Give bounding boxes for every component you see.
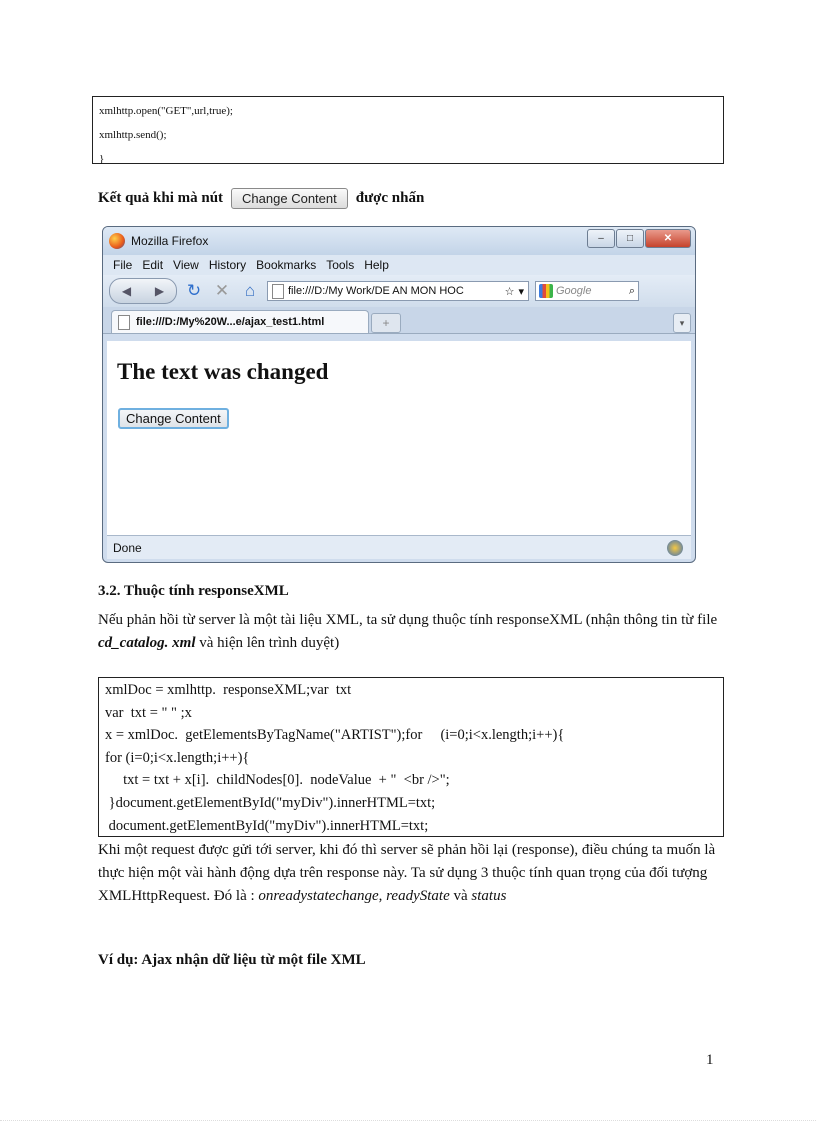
- code-line: }document.getElementById("myDiv").innerHTML=txt;: [105, 794, 436, 811]
- navigation-toolbar: [103, 275, 695, 307]
- term-readystate: readyState: [386, 888, 450, 904]
- code-line: x = xmlDoc. getElementsByTagName("ARTIST");for (i=0;i<x.length;i++){: [105, 727, 565, 744]
- code-block-1: [92, 96, 724, 164]
- page-heading: The text was changed: [117, 359, 329, 384]
- code-line: xmlhttp.send();: [99, 129, 167, 141]
- window-title: Mozilla Firefox: [131, 234, 209, 248]
- menu-file[interactable]: File: [113, 258, 133, 272]
- maximize-button[interactable]: □: [616, 229, 644, 248]
- page-bottom-divider: [0, 1120, 816, 1121]
- search-box[interactable]: [535, 281, 639, 301]
- google-icon: [539, 284, 553, 298]
- code-line: txt = txt + x[i]. childNodes[0]. nodeValue + " <br />";: [105, 772, 450, 789]
- term-onreadystatechange: onreadystatechange: [258, 888, 379, 904]
- stop-icon[interactable]: ✕: [214, 281, 230, 300]
- menu-tools[interactable]: Tools: [326, 258, 355, 272]
- result-caption-prefix: Kết quả khi mà nút: [98, 190, 224, 206]
- menu-view[interactable]: View: [173, 258, 199, 272]
- separator: ,: [378, 888, 387, 904]
- close-button[interactable]: ✕: [645, 229, 691, 248]
- change-content-button[interactable]: Change Content: [118, 408, 229, 429]
- result-caption: [98, 188, 424, 209]
- paragraph-request-response: [98, 839, 722, 908]
- menu-history[interactable]: History: [208, 258, 247, 272]
- example-heading: Ví dụ: Ajax nhận dữ liệu từ một file XML: [98, 952, 366, 968]
- paragraph-text: Nếu phản hồi từ server là một tài liệu XML, ta sử dụng thuộc tính responseXML (nhận thông tin từ file: [98, 612, 718, 628]
- firefox-window: [102, 226, 696, 563]
- tab-ajax-test1[interactable]: [111, 310, 369, 333]
- menu-bar: [103, 255, 695, 275]
- code-block-2: [98, 677, 724, 837]
- search-placeholder: Google: [556, 285, 592, 297]
- back-forward-buttons: [109, 278, 177, 304]
- page-content: [107, 341, 691, 535]
- window-controls: [587, 229, 691, 248]
- url-bar[interactable]: [267, 281, 529, 301]
- bookmark-star-icon[interactable]: ☆: [504, 285, 515, 298]
- code-line: xmlhttp.open("GET",url,true);: [99, 105, 233, 117]
- tab-list-dropdown-icon[interactable]: ▾: [673, 313, 691, 333]
- forward-arrow-icon[interactable]: ▶: [154, 284, 165, 298]
- section-heading: 3.2. Thuộc tính responseXML: [98, 583, 289, 599]
- code-line: var txt = " " ;x: [105, 704, 192, 721]
- minimize-button[interactable]: –: [587, 229, 615, 248]
- term-status: status: [471, 888, 507, 904]
- separator: và: [449, 888, 472, 904]
- menu-edit[interactable]: Edit: [142, 258, 164, 272]
- code-line: for (i=0;i<x.length;i++){: [105, 749, 250, 766]
- filename: cd_catalog. xml: [98, 635, 196, 651]
- status-text: Done: [113, 540, 142, 555]
- home-icon[interactable]: ⌂: [244, 281, 256, 300]
- reload-icon[interactable]: ↻: [186, 281, 202, 300]
- status-addon-icon: [667, 540, 683, 556]
- new-tab-button[interactable]: +: [371, 313, 401, 333]
- code-line: xmlDoc = xmlhttp. responseXML;var txt: [105, 682, 352, 698]
- result-caption-suffix: được nhấn: [355, 190, 425, 206]
- url-text: file:///D:/My Work/DE AN MON HOC: [288, 285, 464, 297]
- page-icon: [272, 284, 284, 299]
- code-line: }: [99, 153, 105, 165]
- page-icon: [118, 315, 130, 330]
- tab-title: file:///D:/My%20W...e/ajax_test1.html: [136, 316, 325, 328]
- url-dropdown-icon[interactable]: ▾: [518, 285, 524, 298]
- menu-help[interactable]: Help: [364, 258, 389, 272]
- status-bar: [107, 535, 691, 559]
- paragraph-response-xml: [98, 609, 738, 655]
- code-line: document.getElementById("myDiv").innerHTML=txt;: [105, 817, 429, 834]
- firefox-logo-icon: [109, 233, 125, 249]
- tab-strip: [103, 307, 695, 334]
- change-content-button-illustration: Change Content: [231, 188, 348, 209]
- back-arrow-icon[interactable]: ◀: [121, 284, 132, 298]
- title-bar: [103, 227, 695, 255]
- paragraph-text: Khi một request được gửi tới server, khi đó thì server sẽ phản hồi lại (response), điều chúng ta muốn là thực hiện một vài hành động dựa trên response này. Ta sử dụng 3 thuộc tính quan trọng của đối tượng XMLHttpRequest. Đó là :: [98, 842, 716, 904]
- search-icon[interactable]: ⌕: [628, 284, 635, 297]
- menu-bookmarks[interactable]: Bookmarks: [256, 258, 317, 272]
- paragraph-text: và hiện lên trình duyệt): [195, 635, 340, 651]
- page-number: 1: [706, 1052, 714, 1068]
